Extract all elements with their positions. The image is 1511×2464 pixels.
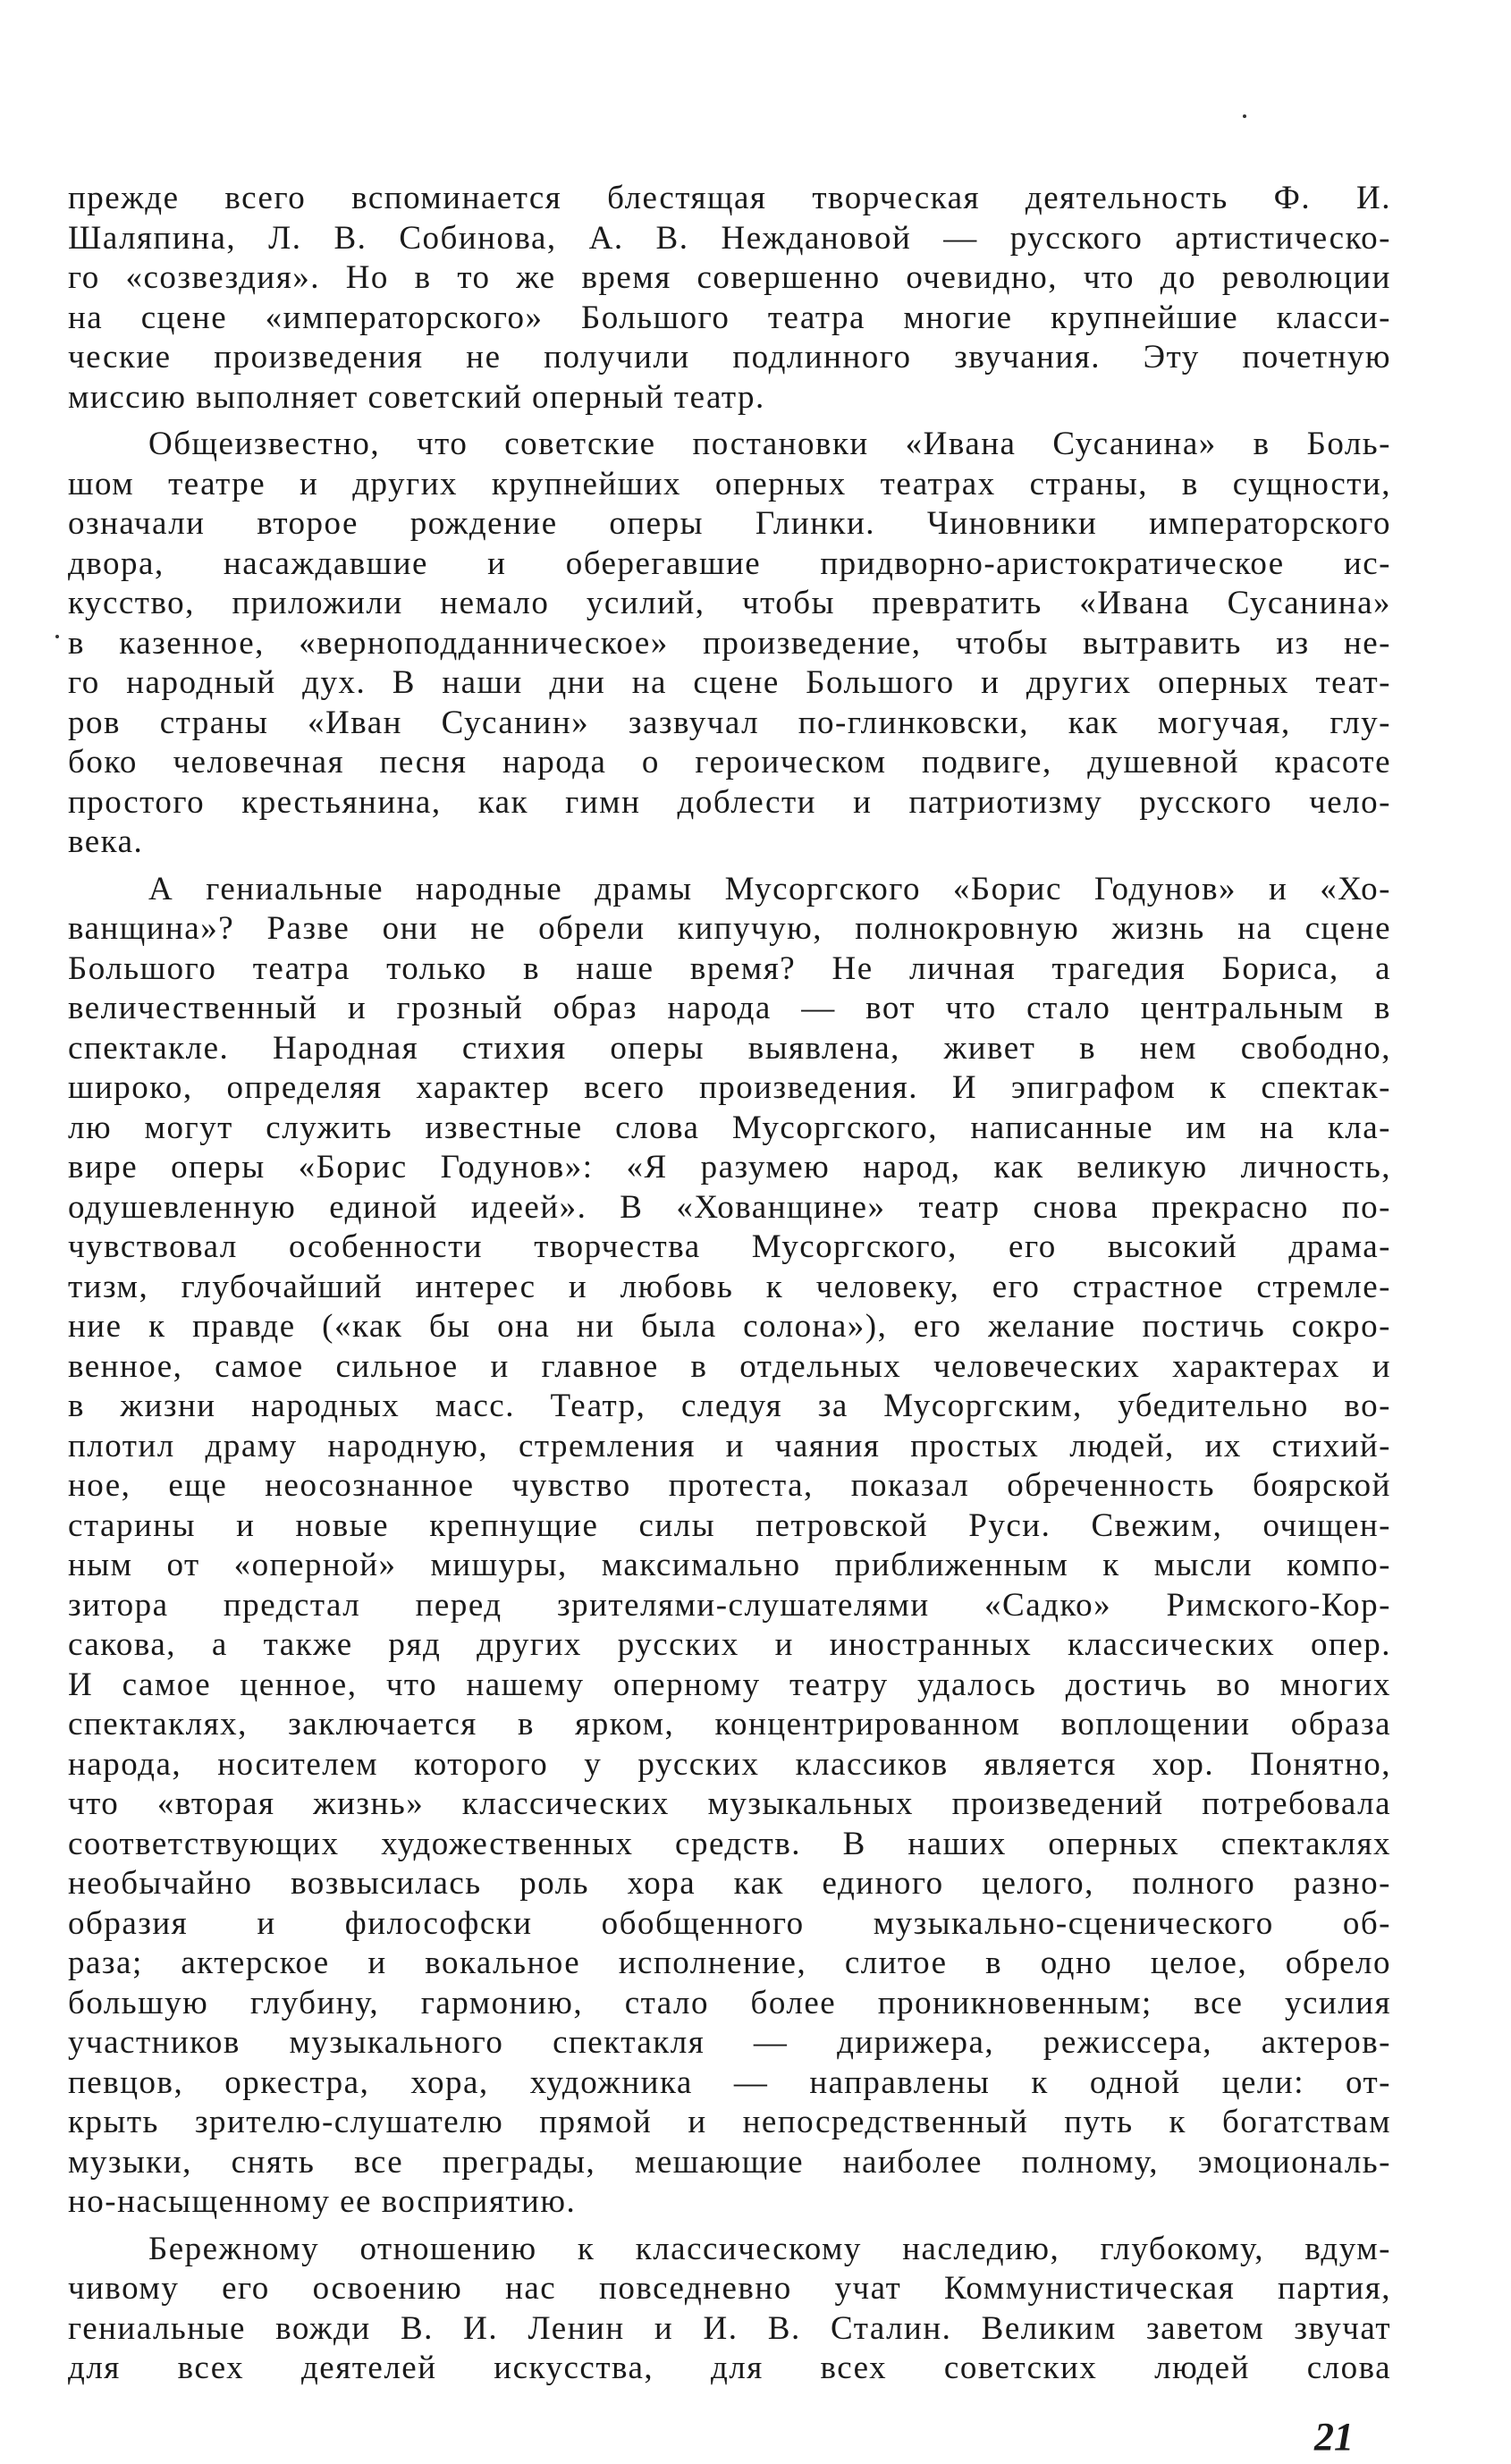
text-line: ческие произведения не получили подлинного звучания. Эту почетную	[68, 339, 1391, 376]
text-line: на сцене «императорского» Большого театра многие крупнейшие класси-	[68, 299, 1391, 336]
text-line: означали второе рождение оперы Глинки. Чиновники императорского	[68, 505, 1391, 542]
text-line: певцов, оркестра, хора, художника — направлены к одной цели: от-	[68, 2063, 1391, 2101]
text-line: тизм, глубочайший интерес и любовь к человеку, его страстное стремле-	[68, 1268, 1391, 1305]
text-line: образия и философски обобщенного музыкально-сценического об-	[68, 1904, 1391, 1942]
text-line: го народный дух. В наши дни на сцене Большого и других оперных теат-	[68, 664, 1391, 701]
text-line: вире оперы «Борис Годунов»: «Я разумею народ, как великую личность,	[68, 1149, 1391, 1186]
text-line: шом театре и других крупнейших оперных театрах страны, в сущности,	[68, 465, 1391, 502]
text-line: народа, носителем которого у русских классиков является хор. Понятно,	[68, 1745, 1391, 1783]
text-line: музыки, снять все преграды, мешающие наиболее полному, эмоциональ-	[68, 2143, 1391, 2181]
paragraph	[68, 870, 1391, 2223]
text-line: кусство, приложили немало усилий, чтобы превратить «Ивана Сусанина»	[68, 585, 1391, 621]
text-line: крыть зрителю-слушателю прямой и непосредственный путь к богатствам	[68, 2104, 1391, 2140]
text-line: раза; актерское и вокальное исполнение, слитое в одно целое, обрело	[68, 1945, 1391, 1981]
text-line: ванщина»? Разве они не обрели кипучую, полнокровную жизнь на сцене	[68, 910, 1391, 947]
text-line: гениальные вожди В. И. Ленин и И. В. Сталин. Великим заветом звучат	[68, 2309, 1391, 2347]
text-line: величественный и грозный образ народа — вот что стало центральным в	[68, 990, 1391, 1026]
text-line: двора, насаждавшие и оберегавшие придворно-аристократическое ис-	[68, 544, 1391, 582]
text-line: необычайно возвысилась роль хора как единого целого, полного разно-	[68, 1865, 1391, 1902]
text-line: в жизни народных масс. Театр, следуя за Мусоргским, убедительно во-	[68, 1388, 1391, 1424]
text-line: лю могут служить известные слова Мусоргского, написанные им на кла-	[68, 1109, 1391, 1146]
text-line: Общеизвестно, что советские постановки «Ивана Сусанина» в Боль-	[148, 426, 1391, 462]
text-line: И самое ценное, что нашему оперному театру удалось достичь во многих	[68, 1666, 1391, 1703]
text-line: но-насыщенному ее восприятию.	[68, 2183, 577, 2220]
print-speck	[55, 635, 59, 638]
text-line: Большого театра только в наше время? Не личная трагедия Бориса, а	[68, 949, 1391, 987]
text-line: широко, определяя характер всего произведения. И эпиграфом к спектак-	[68, 1069, 1391, 1106]
text-line: что «вторая жизнь» классических музыкальных произведений потребовала	[68, 1785, 1391, 1822]
print-speck	[1243, 114, 1246, 118]
text-line: в казенное, «верноподданническое» произведение, чтобы вытравить из не-	[68, 624, 1391, 662]
text-line: Шаляпина, Л. В. Собинова, А. В. Неждановой — русского артистическо-	[68, 219, 1391, 257]
text-line: ров страны «Иван Сусанин» зазвучал по-глинковски, как могучая, глу-	[68, 704, 1391, 741]
paragraph	[68, 179, 1391, 418]
text-line: миссию выполняет советский оперный театр.	[68, 378, 765, 416]
text-line: для всех деятелей искусства, для всех советских людей слова	[68, 2350, 1391, 2386]
text-line: ние к правде («как бы она ни была солона»), его желание постичь сокро-	[68, 1308, 1391, 1345]
text-line: сакова, а также ряд других русских и иностранных классических опер.	[68, 1626, 1391, 1663]
text-line: Бережному отношению к классическому наследию, глубокому, вдум-	[148, 2230, 1391, 2267]
text-line: участников музыкального спектакля — дирижера, режиссера, актеров-	[68, 2024, 1391, 2061]
text-line: го «созвездия». Но в то же время совершенно очевидно, что до революции	[68, 259, 1391, 296]
text-line: спектаклях, заключается в ярком, концентрированном воплощении образа	[68, 1706, 1391, 1743]
text-line: ным от «оперной» мишуры, максимально приближенным к мысли компо-	[68, 1547, 1391, 1583]
paragraph	[68, 425, 1391, 863]
text-line: чивому его освоению нас повседневно учат Коммунистическая партия,	[68, 2270, 1391, 2307]
text-line: ное, еще неосознанное чувство протеста, показал обреченность боярской	[68, 1467, 1391, 1504]
text-line: века.	[68, 823, 144, 860]
text-line: спектакле. Народная стихия оперы выявлена, живет в нем свободно,	[68, 1029, 1391, 1067]
text-line: А гениальные народные драмы Мусоргского «Борис Годунов» и «Хо-	[148, 870, 1391, 907]
text-line: старины и новые крепнущие силы петровской Руси. Свежим, очищен-	[68, 1506, 1391, 1544]
text-line: соответствующих художественных средств. В наших оперных спектаклях	[68, 1825, 1391, 1862]
text-line: боко человечная песня народа о героическом подвиге, душевной красоте	[68, 744, 1391, 781]
text-line: простого крестьянина, как гимн доблести и патриотизму русского чело-	[68, 783, 1391, 821]
text-line: плотил драму народную, стремления и чаяния простых людей, их стихий-	[68, 1427, 1391, 1464]
page-number: 21	[1314, 2415, 1354, 2459]
text-line: чувствовал особенности творчества Мусоргского, его высокий драма-	[68, 1228, 1391, 1265]
paragraph	[68, 2230, 1391, 2389]
text-line: прежде всего вспоминается блестящая творческая деятельность Ф. И.	[68, 180, 1391, 216]
body-text	[68, 179, 1391, 2396]
text-line: одушевленную единой идеей». В «Хованщине» театр снова прекрасно по-	[68, 1188, 1391, 1226]
text-line: венное, самое сильное и главное в отдельных человеческих характерах и	[68, 1347, 1391, 1385]
text-line: большую глубину, гармонию, стало более проникновенным; все усилия	[68, 1984, 1391, 2021]
text-line: зитора предстал перед зрителями-слушателями «Садко» Римского-Кор-	[68, 1586, 1391, 1624]
